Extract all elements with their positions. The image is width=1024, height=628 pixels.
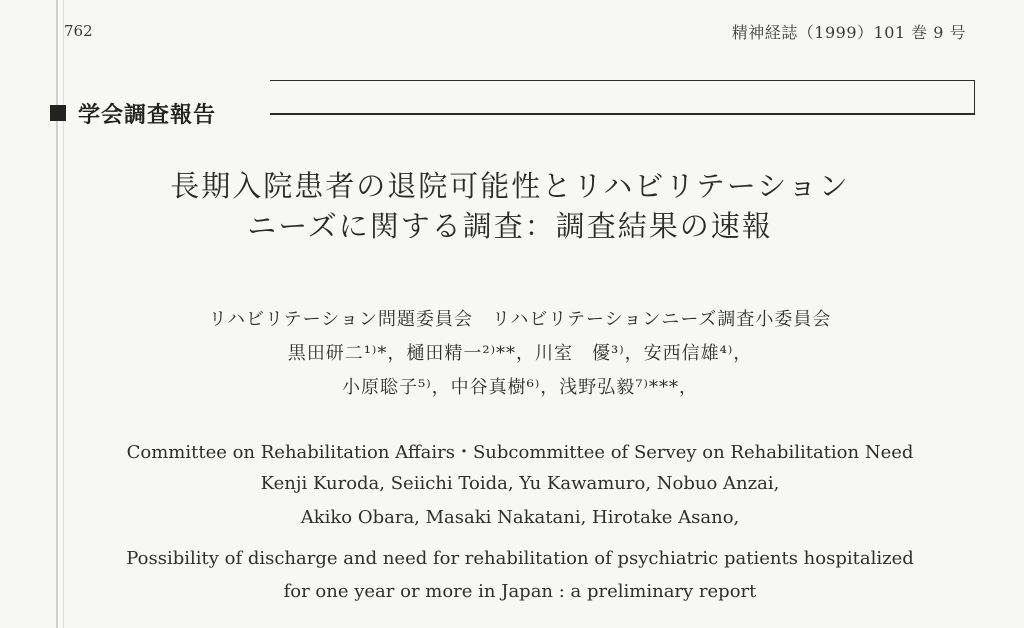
section-header [50, 96, 216, 130]
authors-en-line-1: Kenji Kuroda, Seiichi Toida, Yu Kawamuro, Nobuo Anzai, [260, 473, 780, 494]
committee-jp: リハビリテーション問題委員会 リハビリテーションニーズ調査小委員会 [208, 309, 832, 330]
journal-citation: 精神経誌（1999）101 巻 9 号 [731, 23, 966, 42]
title-en-line-1: Possibility of discharge and need for rehabilitation of psychiatric patients hospitalized [126, 548, 914, 569]
page-gutter-line [56, 0, 58, 628]
authors-en-line-2: Akiko Obara, Masaki Nakatani, Hirotake Asano, [300, 507, 740, 528]
committee-en: Committee on Rehabilitation Affairs・Subcommittee of Servey on Rehabilitation Need [126, 442, 914, 463]
title-en-line-2: for one year or more in Japan : a preliminary report [283, 581, 757, 602]
section-label: 学会調査報告 [78, 102, 217, 128]
authors-jp-line-2: 小原聡子⁵⁾，中谷真樹⁶⁾，浅野弘毅⁷⁾***， [342, 377, 698, 398]
section-header-frame [270, 80, 975, 115]
title-jp-line-1: 長期入院患者の退院可能性とリハビリテーション [170, 169, 850, 203]
section-header-rule [270, 113, 974, 115]
title-jp-line-2: ニーズに関する調査：調査結果の速報 [247, 209, 773, 243]
page-number: 762 [64, 22, 93, 40]
black-square-icon [50, 105, 66, 121]
authors-jp-line-1: 黒田研二¹⁾*，樋田精一²⁾**，川室 優³⁾，安西信雄⁴⁾， [287, 343, 753, 364]
